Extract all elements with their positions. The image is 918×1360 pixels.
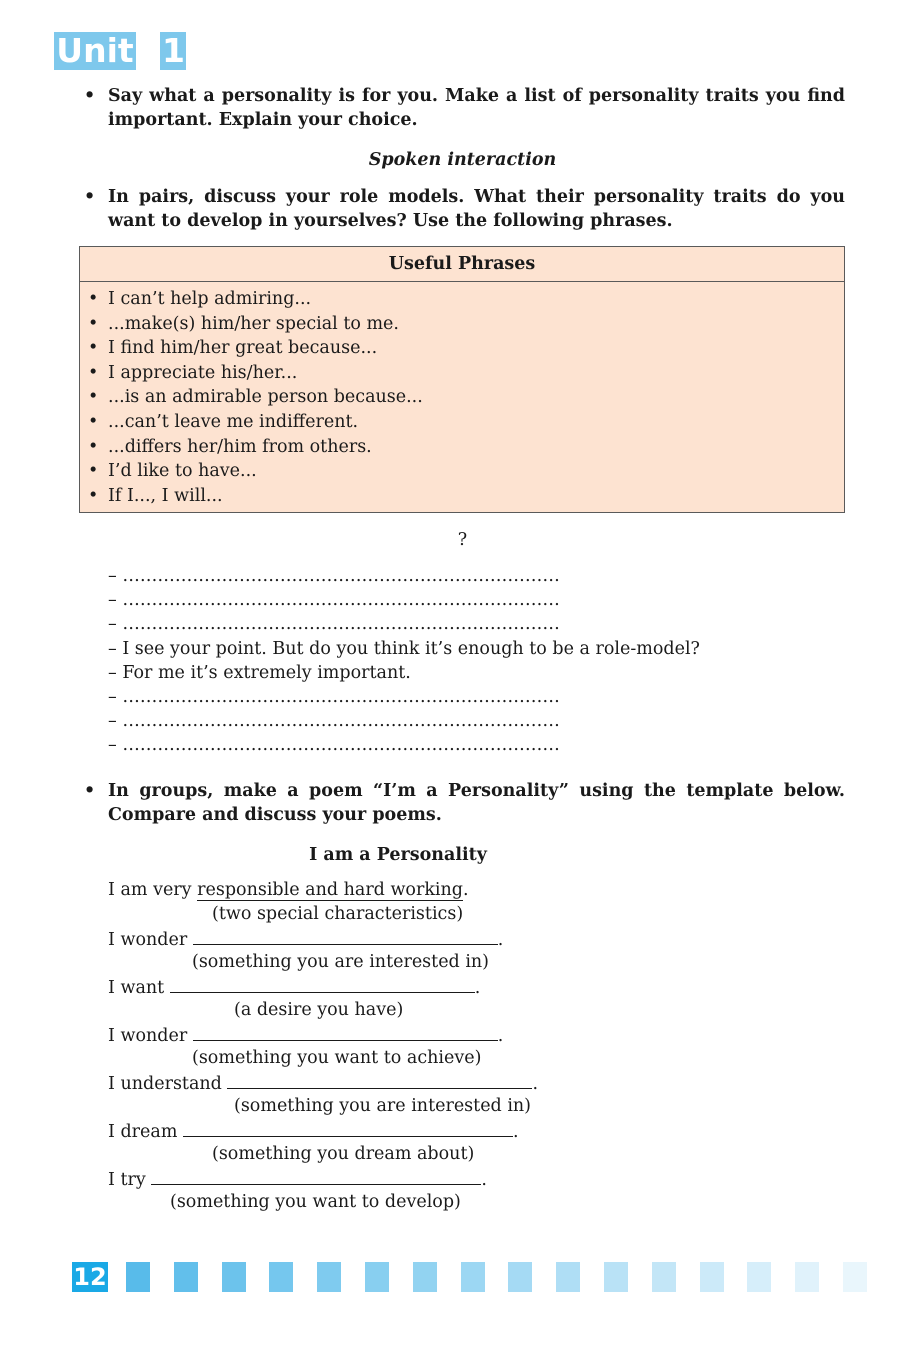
list-item: • ...differs her/him from others. (88, 436, 372, 457)
poem-blank[interactable] (170, 974, 475, 993)
useful-phrases-list (80, 282, 844, 508)
poem-line: I wonder . (108, 926, 708, 950)
poem-blank[interactable] (151, 1166, 481, 1185)
poem-blank[interactable] (183, 1118, 513, 1137)
page-footer (0, 1262, 918, 1292)
decorative-square (747, 1262, 771, 1292)
poem-blank[interactable] (193, 1022, 498, 1041)
decorative-square (461, 1262, 485, 1292)
poem-line: I want . (108, 974, 708, 998)
dialogue-line: – ………………………………………………………………… (108, 590, 560, 611)
list-item: • ...is an admirable person because... (88, 387, 423, 408)
bullet: • (84, 187, 96, 207)
bullet: • (84, 781, 96, 801)
poem-template (108, 878, 708, 1214)
task-text: Say what a personality is for you. Make a list of personality traits you find important. Explain your choice. (108, 86, 845, 130)
decorative-square (413, 1262, 437, 1292)
poem-line: I wonder . (108, 1022, 708, 1046)
poem-hint: (a desire you have) (234, 1000, 404, 1020)
list-item: • I find him/her great because... (88, 338, 378, 359)
poem-line: I understand . (108, 1070, 708, 1094)
dialogue-line: – For me it’s extremely important. (108, 662, 411, 683)
list-item: • If I..., I will... (88, 485, 223, 506)
dialogue-line: – ………………………………………………………………… (108, 711, 560, 732)
poem-blank[interactable] (227, 1070, 532, 1089)
list-item: • I can’t help admiring... (88, 289, 312, 309)
task-text: In groups, make a poem “I’m a Personality” using the template below. Compare and discuss your poems. (108, 781, 845, 825)
decorative-square (365, 1262, 389, 1292)
decorative-square (174, 1262, 198, 1292)
poem-filled-answer: responsible and hard working (197, 880, 464, 900)
decorative-square (556, 1262, 580, 1292)
decorative-square (652, 1262, 676, 1292)
poem-hint: (something you want to achieve) (192, 1048, 482, 1068)
poem-hint: (something you want to develop) (170, 1192, 461, 1212)
dialogue-line: – I see your point. But do you think it’s enough to be a role-model? (108, 638, 700, 659)
poem-title: I am a Personality (309, 845, 487, 865)
poem-line: I am very responsible and hard working. (108, 880, 469, 900)
decorative-square (843, 1262, 867, 1292)
dialogue-line: – ………………………………………………………………… (108, 687, 560, 708)
section-title: Spoken interaction (368, 150, 557, 170)
poem-line: I try . (108, 1166, 708, 1190)
decorative-square (269, 1262, 293, 1292)
decorative-square (508, 1262, 532, 1292)
poem-hint: (something you dream about) (212, 1144, 475, 1164)
task-text: In pairs, discuss your role models. What their personality traits do you want to develop in yourselves? Use the following phrases. (108, 187, 845, 231)
unit-number: 1 (162, 31, 185, 70)
decorative-square (126, 1262, 150, 1292)
unit-header (54, 32, 186, 70)
poem-hint: (something you are interested in) (192, 952, 490, 972)
dialogue-line: – ………………………………………………………………… (108, 614, 560, 635)
useful-phrases-box (79, 246, 845, 513)
task-role-models (84, 185, 845, 233)
dialogue-prompt: ? (457, 530, 468, 550)
dialogue-line: – ………………………………………………………………… (108, 566, 560, 586)
decorative-square (604, 1262, 628, 1292)
unit-label: Unit (54, 32, 136, 70)
poem-blank[interactable] (193, 926, 498, 945)
list-item: • I’d like to have... (88, 461, 257, 482)
list-item: • I appreciate his/her... (88, 362, 298, 383)
page-number: 12 (73, 1263, 107, 1291)
decorative-square (795, 1262, 819, 1292)
list-item: • ...make(s) him/her special to me. (88, 313, 399, 334)
list-item: • ...can’t leave me indifferent. (88, 411, 359, 432)
poem-hint: (two special characteristics) (212, 904, 464, 924)
dialogue (108, 564, 828, 758)
decorative-square (222, 1262, 246, 1292)
bullet: • (84, 86, 96, 106)
poem-hint: (something you are interested in) (234, 1096, 532, 1116)
task-personality-list (84, 84, 845, 132)
decorative-square (700, 1262, 724, 1292)
decorative-square (317, 1262, 341, 1292)
poem-line: I dream . (108, 1118, 708, 1142)
task-poem (84, 779, 845, 827)
dialogue-line: – ………………………………………………………………… (108, 735, 560, 756)
useful-phrases-title: Useful Phrases (80, 247, 844, 282)
